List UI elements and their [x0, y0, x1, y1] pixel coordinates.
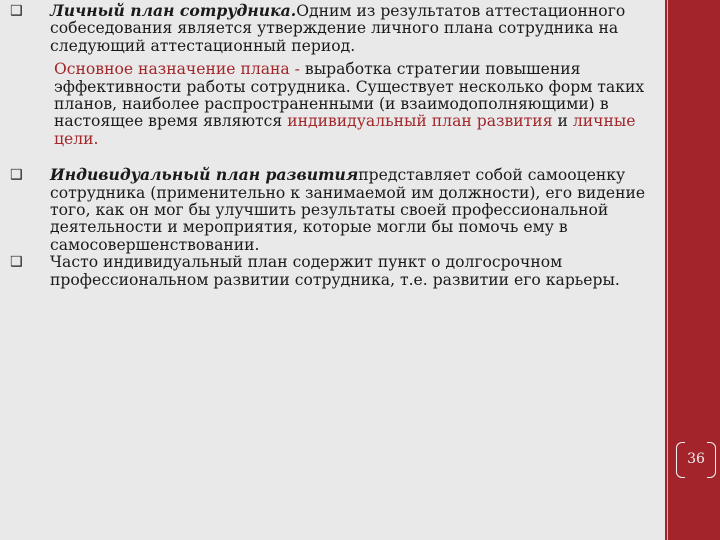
slide-content: [10, 2, 658, 289]
paragraph-individual-plan: [10, 166, 658, 254]
right-brace-icon: [707, 442, 716, 478]
paragraph-career: [10, 254, 658, 289]
term-individual-plan: индивидуальный план развития: [287, 112, 553, 131]
career-text: Часто индивидуальный план содержит пункт о долгосрочном профессиональном развитии сотрудника, т.е. развитии его карьеры.: [50, 253, 620, 289]
paragraph-personal-plan: [10, 2, 658, 55]
bullet-icon: ❑: [10, 254, 23, 271]
bullet-icon: ❑: [10, 3, 23, 19]
individual-plan-text: представляет собой самооценку сотрудника (применительно к занимаемой им должности), его видение того, как он мог бы улучшить результаты своей профессиональной деятельности и мероприятия, которые могли бы помочь ему в самосовершенствовании.: [50, 166, 646, 254]
page-number-badge: [676, 442, 716, 476]
term-join: и: [552, 112, 573, 131]
individual-plan-heading: Индивидуальный план развития: [50, 165, 359, 185]
sidebar-divider: [667, 0, 668, 540]
plan-purpose-text: выработка стратегии повышения эффективности работы сотрудника. Существует несколько форм таких планов, наиболее распространенными (и взаимодополняющими) в настоящее время являются: [54, 60, 645, 131]
page-number: 36: [687, 451, 705, 467]
personal-plan-text: Одним из результатов аттестационного собеседования является утверждение личного плана сотрудника на следующий аттестационный период.: [50, 2, 626, 55]
personal-plan-heading: Личный план сотрудника.: [50, 1, 297, 20]
term-personal-goals: личные цели.: [54, 112, 636, 148]
left-brace-icon: [676, 442, 685, 478]
bullet-icon: ❑: [10, 167, 23, 184]
paragraph-plan-purpose: [10, 61, 658, 148]
plan-purpose-label: Основное назначение плана -: [54, 60, 300, 79]
